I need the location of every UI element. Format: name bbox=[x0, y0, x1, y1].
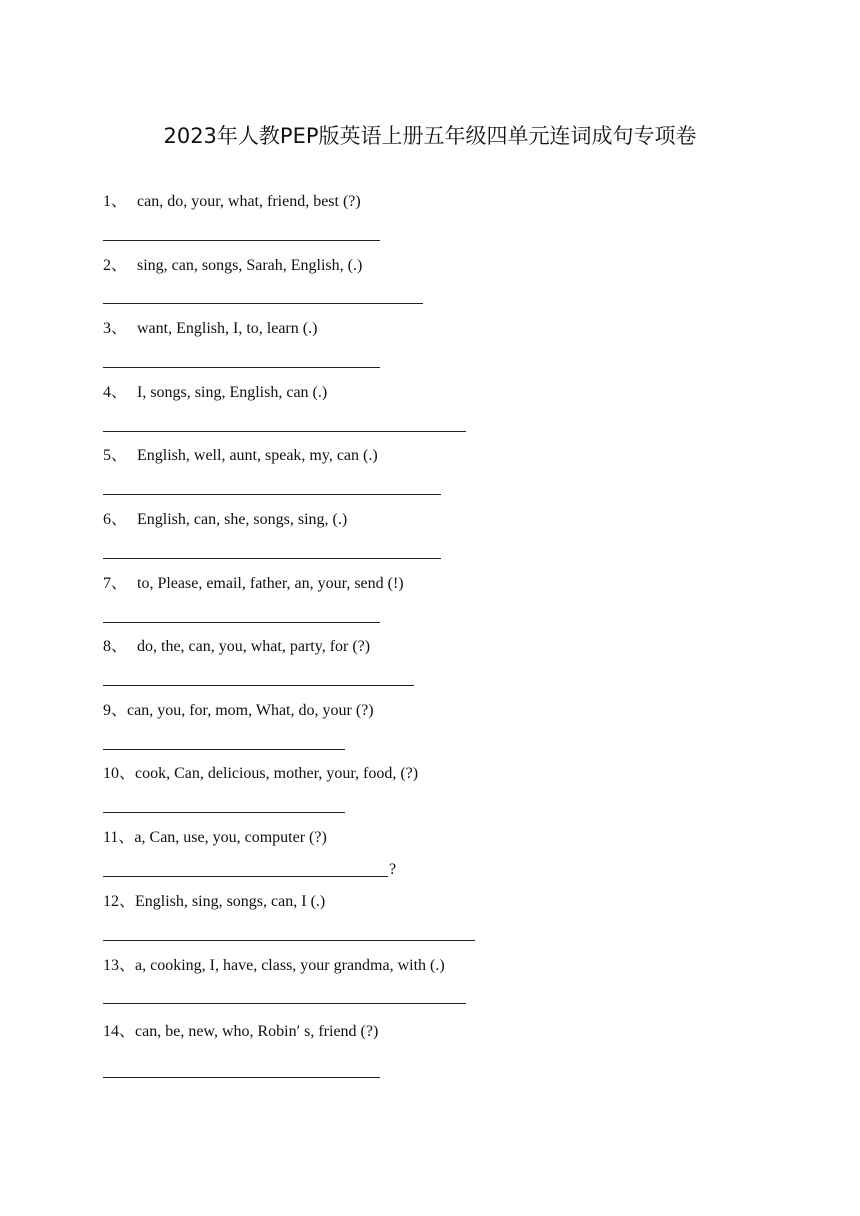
answer-line-8[interactable] bbox=[103, 685, 414, 686]
question-3 bbox=[103, 319, 317, 339]
question-10 bbox=[103, 764, 418, 784]
question-number: 9、 bbox=[103, 702, 128, 719]
question-number: 7、 bbox=[103, 575, 128, 592]
question-number: 6、 bbox=[103, 511, 128, 528]
question-number: 13、 bbox=[103, 957, 136, 974]
question-text: want, English, I, to, learn (.) bbox=[137, 320, 318, 337]
answer-line-14[interactable] bbox=[103, 1077, 380, 1078]
answer-line-11[interactable] bbox=[103, 876, 388, 877]
answer-line-1[interactable] bbox=[103, 240, 380, 241]
answer-line-10[interactable] bbox=[103, 812, 345, 813]
answer-line-3[interactable] bbox=[103, 367, 380, 368]
question-text: sing, can, songs, Sarah, English, (.) bbox=[137, 257, 363, 274]
question-number: 14、 bbox=[103, 1023, 136, 1040]
question-12 bbox=[103, 892, 325, 912]
question-13 bbox=[103, 956, 445, 976]
question-number: 8、 bbox=[103, 638, 128, 655]
question-number: 12、 bbox=[103, 893, 136, 910]
question-text: English, well, aunt, speak, my, can (.) bbox=[137, 447, 378, 464]
question-number: 10、 bbox=[103, 765, 136, 782]
question-number: 3、 bbox=[103, 320, 128, 337]
question-text: I, songs, sing, English, can (.) bbox=[137, 384, 328, 401]
question-14 bbox=[103, 1022, 378, 1042]
answer-line-6[interactable] bbox=[103, 558, 441, 559]
question-number: 2、 bbox=[103, 257, 128, 274]
question-text: can, be, new, who, Robin′ s, friend (?) bbox=[135, 1023, 379, 1040]
question-1 bbox=[103, 192, 361, 212]
answer-suffix: ? bbox=[389, 861, 397, 878]
question-number: 11、 bbox=[103, 829, 135, 846]
document-title: 2023年人教PEP版英语上册五年级四单元连词成句专项卷 bbox=[163, 124, 697, 148]
answer-line-9[interactable] bbox=[103, 749, 345, 750]
question-6 bbox=[103, 510, 347, 530]
question-text: to, Please, email, father, an, your, send (!) bbox=[137, 575, 404, 592]
question-number: 1、 bbox=[103, 193, 128, 210]
question-5 bbox=[103, 446, 378, 466]
question-number: 4、 bbox=[103, 384, 128, 401]
answer-line-2[interactable] bbox=[103, 303, 423, 304]
answer-line-4[interactable] bbox=[103, 431, 466, 432]
question-9 bbox=[103, 701, 374, 721]
question-4 bbox=[103, 383, 327, 403]
question-2 bbox=[103, 256, 362, 276]
question-text: can, you, for, mom, What, do, your (?) bbox=[127, 702, 374, 719]
question-text: English, can, she, songs, sing, (.) bbox=[137, 511, 348, 528]
answer-line-5[interactable] bbox=[103, 494, 441, 495]
question-7 bbox=[103, 574, 404, 594]
question-text: a, Can, use, you, computer (?) bbox=[134, 829, 327, 846]
question-text: English, sing, songs, can, I (.) bbox=[135, 893, 326, 910]
question-8 bbox=[103, 637, 370, 657]
answer-line-7[interactable] bbox=[103, 622, 380, 623]
answer-line-13[interactable] bbox=[103, 1003, 466, 1004]
answer-line-12[interactable] bbox=[103, 940, 475, 941]
question-text: can, do, your, what, friend, best (?) bbox=[137, 193, 361, 210]
question-11 bbox=[103, 828, 327, 848]
question-text: a, cooking, I, have, class, your grandma, with (.) bbox=[135, 957, 445, 974]
question-number: 5、 bbox=[103, 447, 128, 464]
question-text: cook, Can, delicious, mother, your, food, (?) bbox=[135, 765, 419, 782]
question-text: do, the, can, you, what, party, for (?) bbox=[137, 638, 371, 655]
